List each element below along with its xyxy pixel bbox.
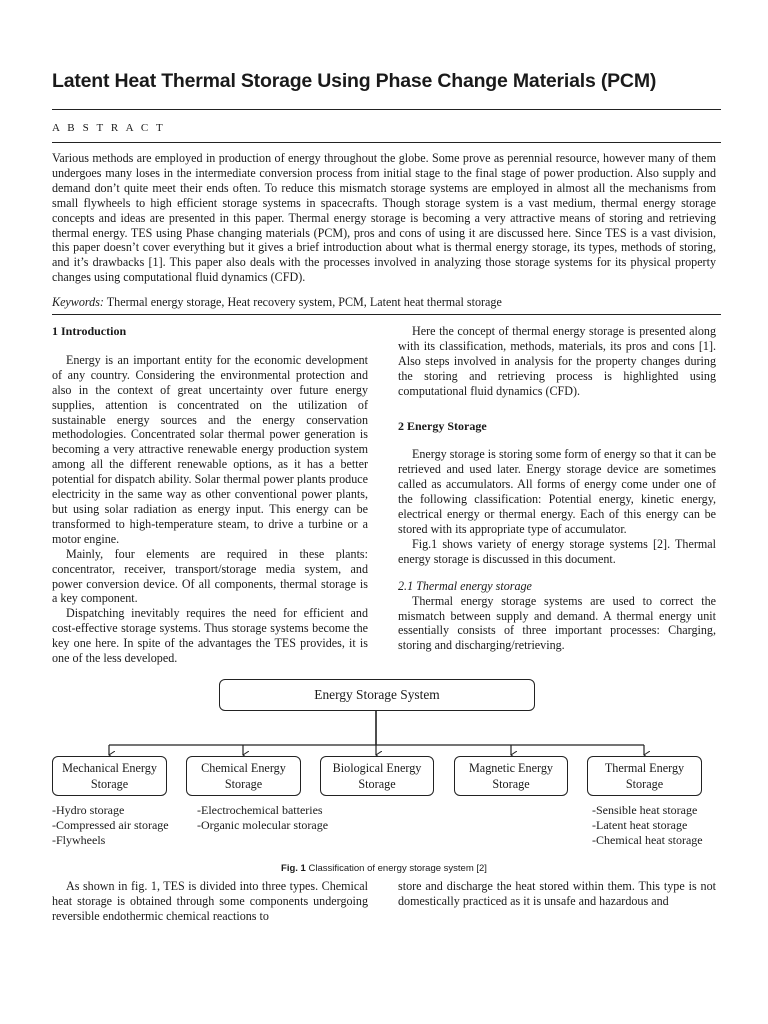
paragraph: Thermal energy storage systems are used to correct the mismatch between supply and demand. A thermal energy unit essentially consists of three important processes: Charging, storing and discharging/retrieving. xyxy=(398,593,716,653)
list-item: -Organic molecular storage xyxy=(197,817,329,832)
caption-label: Fig. 1 xyxy=(281,863,306,874)
section-heading-energy-storage: 2 Energy Storage xyxy=(398,418,487,433)
list-item: -Chemical heat storage xyxy=(592,832,703,847)
section-heading-introduction: 1 Introduction xyxy=(52,324,127,338)
figure-root-box: Energy Storage System xyxy=(219,679,535,711)
figure-list-chemical xyxy=(197,803,328,833)
list-item: -Compressed air storage xyxy=(52,817,169,832)
caption-text: Classification of energy storage system [2] xyxy=(305,863,487,874)
bottom-right-column xyxy=(398,879,716,909)
paragraph: Energy is an important entity for the economic development of any country. Considering the environmental protection and also in the context of great uncertainty over future energy supplies, attention is concentrated on the utilization of sustainable energy sources and the energy conservation methodologies. Concentrated solar thermal power generation is becoming a very attractive renewable energy production system among all the different renewable options, as it has a better potential for dispatch ability. Solar thermal power plants produce electricity in the same way as other conventional power plants, but using solar radiation as energy input. This energy can be transformed to high-temperature steam, to drive a turbine or a motor engine. xyxy=(52,352,368,546)
paragraph: store and discharge the heat stored within them. This type is not domestically practiced as it is unsafe and hazardous and xyxy=(398,879,716,908)
figure-box-chemical: Chemical Energy Storage xyxy=(186,756,301,796)
figure-box-mechanical: Mechanical Energy Storage xyxy=(52,756,167,796)
list-item: -Latent heat storage xyxy=(592,817,688,832)
paragraph: Here the concept of thermal energy storage is presented along with its classification, methods, materials, its pros and cons [1]. Also steps involved in analysis for the property changes during the storing and retrieving process is highlighted using computational fluid dynamics (CFD). xyxy=(398,324,716,398)
list-item: -Flywheels xyxy=(52,832,106,847)
figure-list-mechanical xyxy=(52,803,169,848)
list-item: -Sensible heat storage xyxy=(592,803,698,817)
abstract-text: Various methods are employed in production of energy throughout the globe. Some prove as perennial resource, however many of them undergoes many loses in the intermediate conversion process from initial stage to the final stage of power production. Also supply and demand don’t quite meet their ends often. To reduce this mismatch storage systems are employed in almost all the mechanisms from small flywheels to high efficient storage systems in spacecrafts. Though storage system is a vast medium, thermal energy storage concepts and ideas are presented in this paper. Thermal energy storage is becoming a very attractive means of storing and retrieving thermal energy. TES using Phase changing materials (PCM), pros and cons of using it are discussed here. Since TES is a vast division, this paper doesn’t cover everything but it gives a brief introduction about what is thermal energy storage, its types, methods of storing, and it’s drawbacks [1]. This paper also deals with the processes involved in analyzing those storage systems for its physical property changes using computational fluid dynamics (CFD). xyxy=(52,151,716,285)
figure-box-magnetic: Magnetic Energy Storage xyxy=(454,756,568,796)
subsection-heading: 2.1 Thermal energy storage xyxy=(398,578,532,593)
keywords-label: Keywords: xyxy=(52,295,104,309)
paragraph: As shown in fig. 1, TES is divided into three types. Chemical heat storage is obtained through some components undergoing reversible endothermic chemical reactions to xyxy=(52,879,368,923)
figure-box-thermal: Thermal Energy Storage xyxy=(587,756,702,796)
list-item: -Electrochemical batteries xyxy=(197,803,323,817)
figure-list-thermal xyxy=(592,803,703,848)
paragraph: Energy storage is storing some form of energy so that it can be retrieved and used later. Energy storage device are sometimes called as accumulators. All forms of energy come under one of the following classification: Potential energy, kinetic energy, electrical energy or thermal energy. Each of this energy can be stored with its appropriate type of accumulator. xyxy=(398,447,716,536)
figure-caption xyxy=(0,863,768,874)
paragraph: Dispatching inevitably requires the need for efficient and cost-effective storage systems. Thus storage systems become the key one here. In spite of the advantages the TES provides, it is one of the less developed. xyxy=(52,606,368,666)
figure-box-biological: Biological Energy Storage xyxy=(320,756,434,796)
paper-title: Latent Heat Thermal Storage Using Phase Change Materials (PCM) xyxy=(52,70,657,92)
paragraph: Fig.1 shows variety of energy storage systems [2]. Thermal energy storage is discussed in this document. xyxy=(398,536,716,566)
abstract-heading: A B S T R A C T xyxy=(52,122,166,134)
bottom-left-column xyxy=(52,879,368,924)
paragraph: Mainly, four elements are required in these plants: concentrator, receiver, transport/storage media system, and power conversion device. Of all components, thermal storage is a key component. xyxy=(52,546,368,606)
list-item: -Hydro storage xyxy=(52,803,125,817)
keywords-text: Thermal energy storage, Heat recovery system, PCM, Latent heat thermal storage xyxy=(103,295,502,309)
